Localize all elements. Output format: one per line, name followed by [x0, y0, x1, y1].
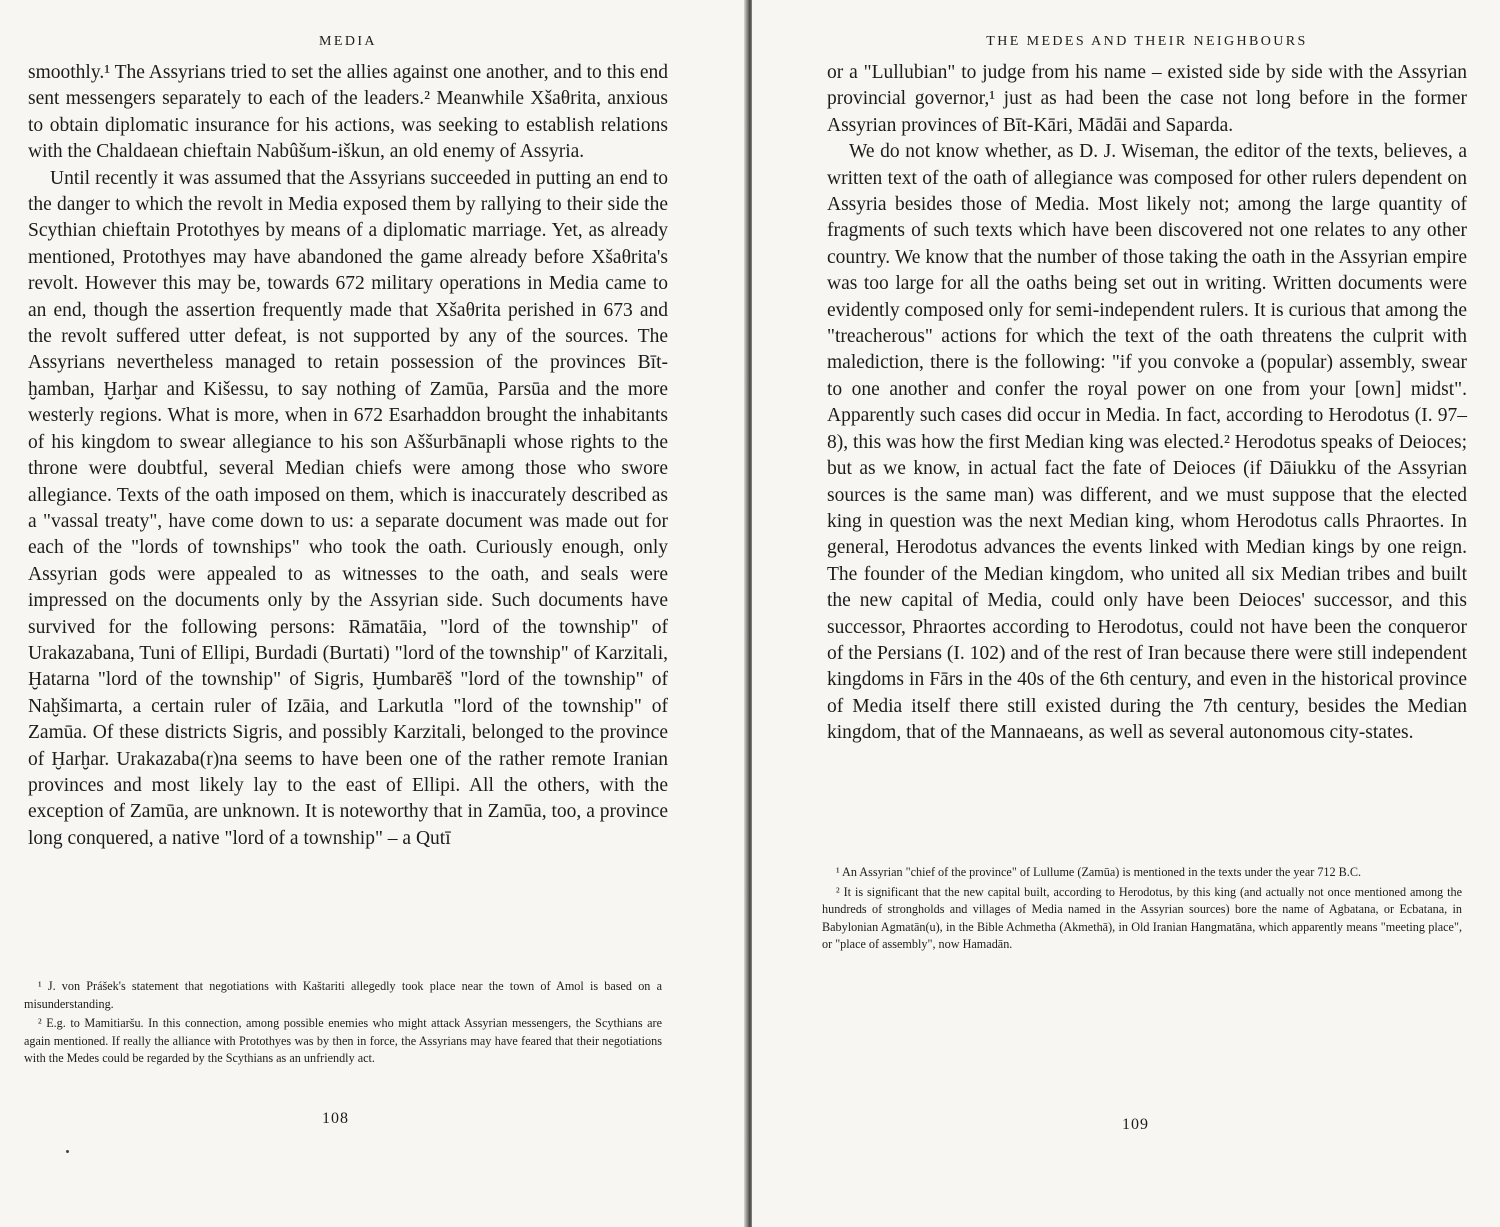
- main-text: [827, 60, 1467, 747]
- footnote: ² E.g. to Mamitiaršu. In this connection, among possible enemies who might attack Assyrian messengers, the Scythians are again mentioned. If really the alliance with Protothyes was by then in force, the Assyrians may have feared that their negotiations with the Medes could be regarded by the Scythians as an unfriendly act.: [24, 1016, 662, 1065]
- scan-speck: [66, 1150, 69, 1153]
- running-head: THE MEDES AND THEIR NEIGHBOURS: [986, 34, 1308, 49]
- footnote: ¹ J. von Prášek's statement that negotiations with Kaštariti allegedly took place near the town of Amol is based on a misunderstanding.: [24, 979, 662, 1011]
- page-number: 109: [1122, 1116, 1149, 1133]
- footnote: ¹ An Assyrian "chief of the province" of Lullume (Zamūa) is mentioned in the texts under the year 712 B.C.: [836, 865, 1362, 879]
- left-page: [0, 0, 748, 1227]
- running-head: MEDIA: [319, 34, 377, 49]
- footnotes: [24, 978, 662, 1070]
- footnotes: [822, 864, 1462, 956]
- paragraph: We do not know whether, as D. J. Wiseman, the editor of the texts, believes, a written text of the oath of allegiance was composed for other rulers dependent on Assyria besides those of Media. Most likely not; among the large quantity of fragments of such texts which have been discovered not one relates to any other country. We know that the number of those taking the oath in the Assyrian empire was too large for all the oaths being set out in writing. Written documents were evidently composed only for semi-independent rulers. It is curious that among the "treacherous" actions for which the text of the oath threatens the culprit with malediction, there is the following: "if you convoke a (popular) assembly, swear to one another and confer the royal power on one from your [own] midst". Apparently such cases did occur in Media. In fact, according to Herodotus (I. 97–8), this was how the first Median king was elected.² Herodotus speaks of Deioces; but as we know, in actual fact the fate of Deioces (if Dāiukku of the Assyrian sources is the same man) was different, and we must suppose that the elected king in question was the next Median king, whom Herodotus calls Phraortes. In general, Herodotus advances the events linked with Median kings by one reign. The founder of the Median kingdom, who united all six Median tribes and built the new capital of Media, could only have been Deioces' successor, and this successor, Phraortes according to Herodotus, could not have been the conqueror of the Persians (I. 102) and of the rest of Iran because there were still independent kingdoms in Fārs in the 40s of the 6th century, and even in the historical province of Media itself there still existed during the 7th century, besides the Median kingdom, that of the Mannaeans, as well as several autonomous city-states.: [827, 141, 1467, 744]
- right-page: [752, 0, 1500, 1227]
- paragraph: smoothly.¹ The Assyrians tried to set the allies against one another, and to this end sent messengers separately to each of the leaders.² Meanwhile Xšaθrita, anxious to obtain diplomatic insurance for his actions, was seeking to establish relations with the Chaldaean chieftain Nabûšum-iškun, an old enemy of Assyria.: [28, 62, 668, 163]
- main-text: [28, 60, 668, 852]
- footnote: ² It is significant that the new capital built, according to Herodotus, by this king (and actually not once mentioned among the hundreds of strongholds and villages of Media named in the Assyrian sources) bore the name of Agbatana, or Ecbatana, in Babylonian Agmatān(u), in the Bible Achmetha (Akmethā), in Old Iranian Hangmatāna, which apparently means "meeting place", or "place of assembly", now Hamadān.: [822, 884, 1462, 951]
- paragraph: Until recently it was assumed that the Assyrians succeeded in putting an end to the danger to which the revolt in Media exposed them by rallying to their side the Scythian chieftain Protothyes by means of a diplomatic marriage. Yet, as already mentioned, Protothyes may have abandoned the game already before Xšaθrita's revolt. However this may be, towards 672 military operations in Media came to an end, though the assertion frequently made that Xšaθrita perished in 673 and the revolt suffered utter defeat, is not supported by any of the sources. The Assyrians nevertheless managed to retain possession of the provinces Bīt-ḫamban, Ḫarḫar and Kišessu, to say nothing of Zamūa, Parsūa and the more westerly regions. What is more, when in 672 Esarhaddon brought the inhabitants of his kingdom to swear allegiance to his son Aššurbānapli whose rights to the throne were doubtful, several Median chiefs were among those who swore allegiance. Texts of the oath imposed on them, which is inaccurately described as a "vassal treaty", have come down to us: a separate document was made out for each of the "lords of townships" who took the oath. Curiously enough, only Assyrian gods were appealed to as witnesses to the oath, and seals were impressed on the documents only by the Assyrian side. Such documents have survived for the following persons: Rāmatāia, "lord of the township" of Urakazabana, Tuni of Ellipi, Burdadi (Burtati) "lord of the township" of Karzitali, Ḫatarna "lord of the township" of Sigris, Ḫumbarēš "lord of the township" of Naḫšimarta, a certain ruler of Izāia, and Larkutla "lord of the township" of Zamūa. Of these districts Sigris, and possibly Karzitali, belonged to the province of Ḫarḫar. Urakazaba(r)na seems to have been one of the rather remote Iranian provinces and most likely lay to the east of Ellipi. All the others, with the exception of Zamūa, are unknown. It is noteworthy that in Zamūa, too, a province long conquered, a native "lord of a township" – a Qutī: [28, 167, 668, 849]
- page-number: 108: [322, 1110, 349, 1127]
- paragraph: or a "Lullubian" to judge from his name – existed side by side with the Assyrian provincial governor,¹ just as had been the case not long before in the former Assyrian provinces of Bīt-Kāri, Mādāi and Saparda.: [827, 62, 1467, 136]
